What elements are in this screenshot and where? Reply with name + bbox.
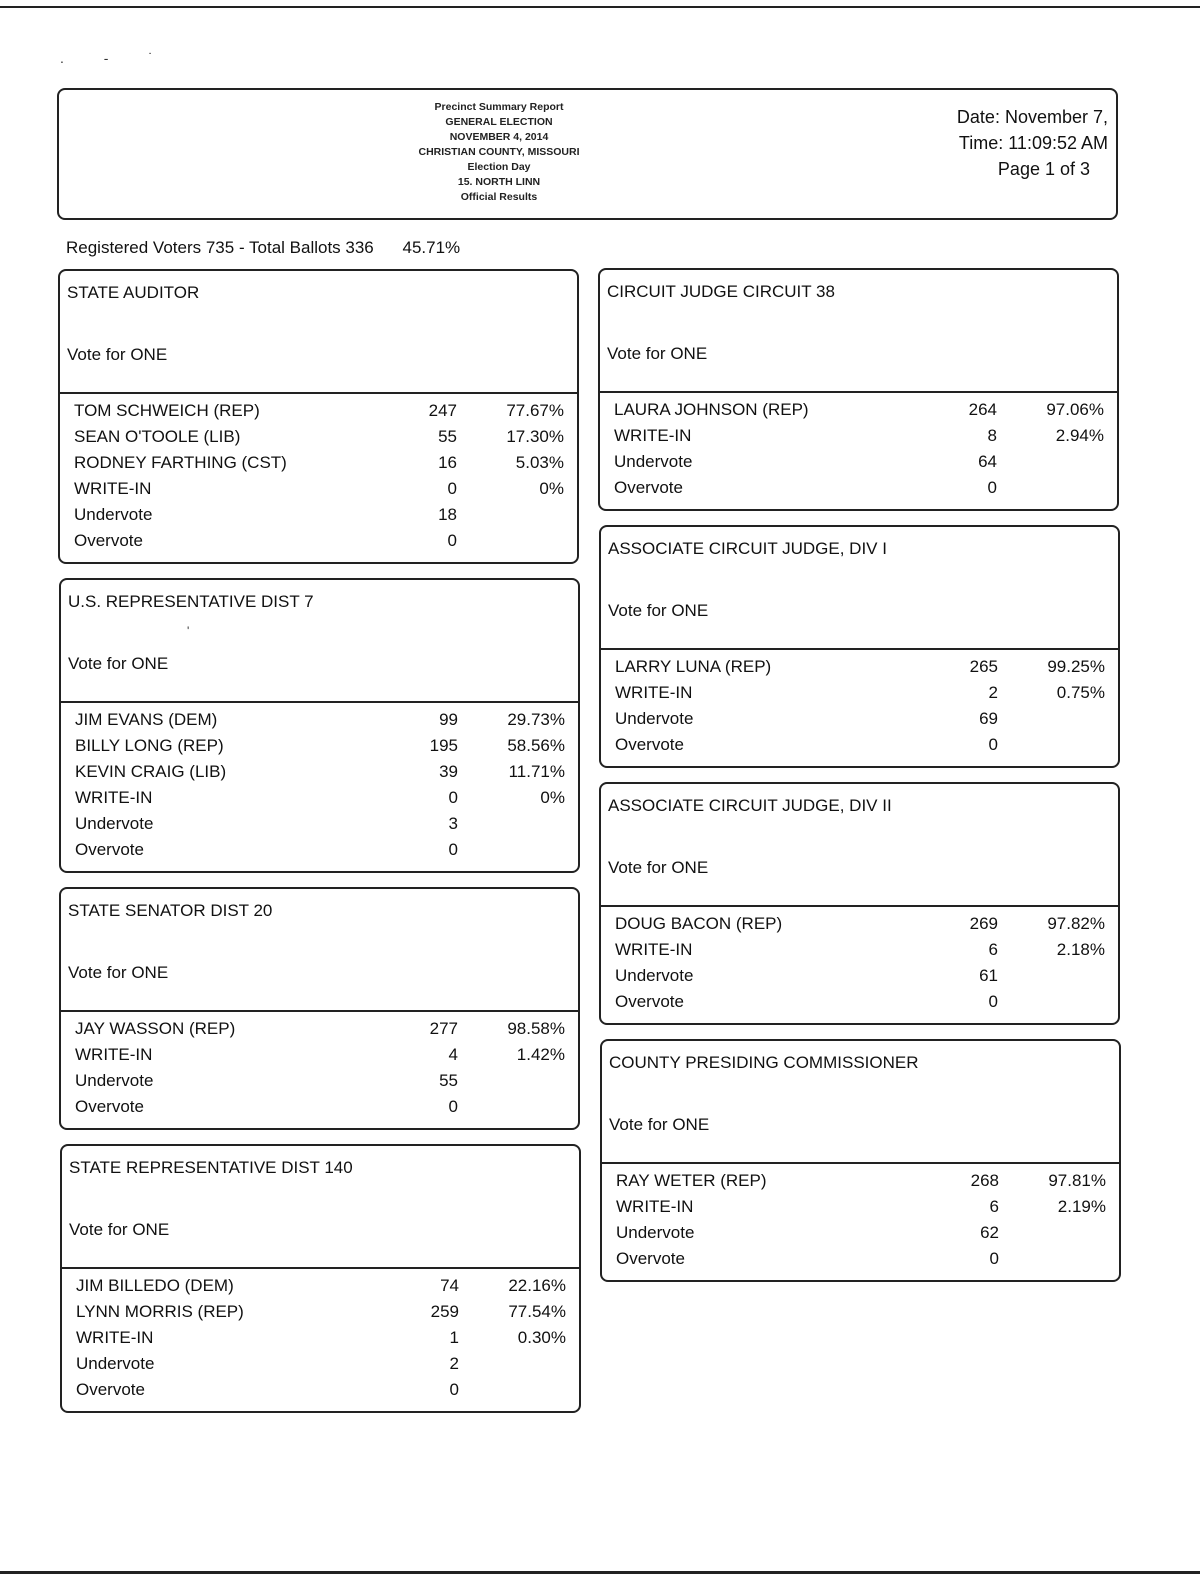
race-title: CIRCUIT JUDGE CIRCUIT 38 [607,282,835,301]
candidate-name: WRITE-IN [76,1328,154,1347]
candidate-name: JIM EVANS (DEM) [75,710,218,729]
results-status: Official Results [460,191,538,203]
vote-count: 62 [980,1223,999,1242]
candidate-name: BILLY LONG (REP) [75,736,224,755]
race-divider [600,391,1117,393]
candidate-name: Overvote [76,1380,145,1399]
race-divider [61,1010,578,1012]
result-row [60,401,577,427]
vote-for-label: Vote for ONE [67,345,168,364]
race-title: STATE SENATOR DIST 20 [68,901,273,920]
race-associate-judge-div-1 [599,525,1120,768]
candidate-name: KEVIN CRAIG (LIB) [75,762,227,781]
candidate-name: Undervote [614,452,693,471]
vote-percent: 97.06% [1046,400,1104,419]
vote-percent: 29.73% [507,710,565,729]
vote-for-label: Vote for ONE [68,963,169,982]
stray-mark: ' [187,624,190,638]
result-row [61,788,578,814]
race-divider [61,701,578,703]
result-row [60,531,577,557]
vote-count: 39 [439,762,458,781]
race-title: ASSOCIATE CIRCUIT JUDGE, DIV II [608,796,892,815]
race-results [601,657,1118,761]
vote-percent: 17.30% [506,427,564,446]
vote-for-label: Vote for ONE [68,654,169,673]
race-associate-judge-div-2 [599,782,1120,1025]
vote-percent: 0% [540,788,565,807]
result-row [62,1354,579,1380]
vote-count: 16 [438,453,457,472]
candidate-name: WRITE-IN [74,479,152,498]
vote-count: 3 [448,814,458,833]
result-row [60,479,577,505]
vote-count: 0 [988,992,998,1011]
candidate-name: WRITE-IN [75,1045,153,1064]
vote-count: 6 [989,1197,999,1216]
result-row [62,1302,579,1328]
vote-for-label: Vote for ONE [609,1115,710,1134]
top-rule [0,6,1200,8]
result-row [61,1097,578,1123]
vote-count: 269 [969,914,998,933]
candidate-name: LAURA JOHNSON (REP) [614,400,809,419]
result-row [602,1171,1119,1197]
election-date: NOVEMBER 4, 2014 [449,131,549,143]
candidate-name: Overvote [75,1097,144,1116]
race-state-senator [59,887,580,1130]
vote-percent: 2.19% [1057,1197,1106,1216]
race-title: U.S. REPRESENTATIVE DIST 7 [68,592,314,611]
vote-for-label: Vote for ONE [69,1220,170,1239]
vote-count: 0 [448,840,458,859]
bottom-rule [0,1571,1200,1574]
vote-count: 195 [429,736,458,755]
candidate-name: Undervote [615,709,694,728]
result-row [602,1249,1119,1275]
race-results [61,1019,578,1123]
race-divider [601,648,1118,650]
candidate-name: Overvote [74,531,143,550]
vote-count: 74 [440,1276,459,1295]
page-number: Page 1 of 3 [997,159,1090,179]
candidate-name: WRITE-IN [614,426,692,445]
vote-count: 0 [447,531,457,550]
result-row [600,452,1117,478]
race-results [60,401,577,557]
candidate-name: TOM SCHWEICH (REP) [74,401,260,420]
candidate-name: LYNN MORRIS (REP) [76,1302,244,1321]
result-row [601,683,1118,709]
candidate-name: WRITE-IN [75,788,153,807]
candidate-name: Overvote [616,1249,685,1268]
vote-count: 0 [988,735,998,754]
vote-count: 0 [989,1249,999,1268]
vote-percent: 77.54% [508,1302,566,1321]
race-state-representative [60,1144,581,1413]
result-row [60,505,577,531]
result-row [60,453,577,479]
race-divider [601,905,1118,907]
vote-count: 247 [428,401,457,420]
vote-count: 0 [987,478,997,497]
result-row [601,657,1118,683]
county-name: CHRISTIAN COUNTY, MISSOURI [418,146,580,158]
vote-count: 265 [969,657,998,676]
race-circuit-judge [598,268,1119,511]
vote-percent: 22.16% [508,1276,566,1295]
vote-count: 259 [430,1302,459,1321]
candidate-name: WRITE-IN [616,1197,694,1216]
candidate-name: Overvote [75,840,144,859]
precinct-name: 15. NORTH LINN [457,176,541,188]
vote-count: 0 [449,1380,459,1399]
race-us-representative [59,578,580,873]
vote-count: 1 [449,1328,459,1347]
turnout-percent: 45.71% [402,238,461,257]
result-row [600,400,1117,426]
vote-count: 0 [448,788,458,807]
result-row [61,762,578,788]
turnout-summary [66,238,460,258]
vote-percent: 11.71% [508,762,565,781]
result-row [62,1276,579,1302]
race-title: ASSOCIATE CIRCUIT JUDGE, DIV I [608,539,887,558]
report-title: Precinct Summary Report [434,101,564,113]
result-row [62,1380,579,1406]
candidate-name: LARRY LUNA (REP) [615,657,772,676]
race-results [62,1276,579,1406]
race-divider [602,1162,1119,1164]
candidate-name: JAY WASSON (REP) [75,1019,236,1038]
race-title: STATE AUDITOR [67,283,200,302]
turnout-text: Registered Voters 735 - Total Ballots 336 [66,238,374,257]
vote-percent: 58.56% [507,736,565,755]
vote-count: 2 [988,683,998,702]
candidate-name: WRITE-IN [615,683,693,702]
candidate-name: Overvote [614,478,683,497]
vote-percent: 98.58% [507,1019,565,1038]
candidate-name: WRITE-IN [615,940,693,959]
result-row [61,840,578,866]
result-row [602,1197,1119,1223]
vote-count: 55 [439,1071,458,1090]
vote-count: 8 [987,426,997,445]
vote-count: 0 [448,1097,458,1116]
vote-type: Election Day [467,161,531,173]
vote-percent: 97.82% [1047,914,1105,933]
vote-count: 18 [438,505,457,524]
vote-percent: 97.81% [1048,1171,1106,1190]
result-row [601,709,1118,735]
candidate-name: SEAN O'TOOLE (LIB) [74,427,241,446]
report-date: Date: November 7, [956,107,1108,127]
vote-count: 55 [438,427,457,446]
result-row [601,735,1118,761]
result-row [61,1071,578,1097]
report-title-block [389,100,609,205]
candidate-name: Undervote [75,814,154,833]
race-divider [62,1267,579,1269]
vote-percent: 0.75% [1056,683,1105,702]
candidate-name: Undervote [75,1071,154,1090]
candidate-name: Undervote [616,1223,695,1242]
race-results [601,914,1118,1018]
report-meta [957,104,1108,182]
election-name: GENERAL ELECTION [445,116,553,128]
vote-for-label: Vote for ONE [607,344,708,363]
scan-marks: . ‐ ˙ [60,50,171,66]
vote-for-label: Vote for ONE [608,601,709,620]
vote-percent: 2.94% [1055,426,1104,445]
result-row [602,1223,1119,1249]
result-row [601,914,1118,940]
vote-percent: 2.18% [1056,940,1105,959]
vote-percent: 5.03% [515,453,564,472]
race-county-commissioner [600,1039,1121,1282]
result-row [61,1045,578,1071]
candidate-name: Undervote [615,966,694,985]
vote-percent: 99.25% [1047,657,1105,676]
race-results [602,1171,1119,1275]
vote-for-label: Vote for ONE [608,858,709,877]
race-title: COUNTY PRESIDING COMMISSIONER [609,1053,919,1072]
vote-percent: 0.30% [517,1328,566,1347]
result-row [600,426,1117,452]
candidate-name: Undervote [76,1354,155,1373]
vote-count: 277 [429,1019,458,1038]
race-results [600,400,1117,504]
race-state-auditor [58,269,579,564]
candidate-name: JIM BILLEDO (DEM) [76,1276,234,1295]
vote-count: 6 [988,940,998,959]
report-header [57,88,1118,220]
vote-count: 268 [970,1171,999,1190]
vote-percent: 1.42% [516,1045,565,1064]
result-row [62,1328,579,1354]
vote-count: 61 [979,966,998,985]
race-title: STATE REPRESENTATIVE DIST 140 [69,1158,353,1177]
candidate-name: RAY WETER (REP) [616,1171,767,1190]
race-divider [60,392,577,394]
candidate-name: Overvote [615,735,684,754]
result-row [61,710,578,736]
candidate-name: DOUG BACON (REP) [615,914,783,933]
candidate-name: Overvote [615,992,684,1011]
vote-count: 99 [439,710,458,729]
race-results [61,710,578,866]
result-row [601,940,1118,966]
vote-percent: 77.67% [506,401,564,420]
report-time: Time: 11:09:52 AM [958,133,1108,153]
result-row [61,814,578,840]
result-row [61,1019,578,1045]
vote-count: 64 [978,452,997,471]
result-row [601,992,1118,1018]
vote-count: 2 [449,1354,459,1373]
vote-count: 264 [968,400,997,419]
result-row [601,966,1118,992]
vote-count: 4 [448,1045,458,1064]
result-row [600,478,1117,504]
vote-count: 69 [979,709,998,728]
candidate-name: Undervote [74,505,153,524]
result-row [60,427,577,453]
result-row [61,736,578,762]
vote-percent: 0% [539,479,564,498]
candidate-name: RODNEY FARTHING (CST) [74,453,287,472]
vote-count: 0 [447,479,457,498]
